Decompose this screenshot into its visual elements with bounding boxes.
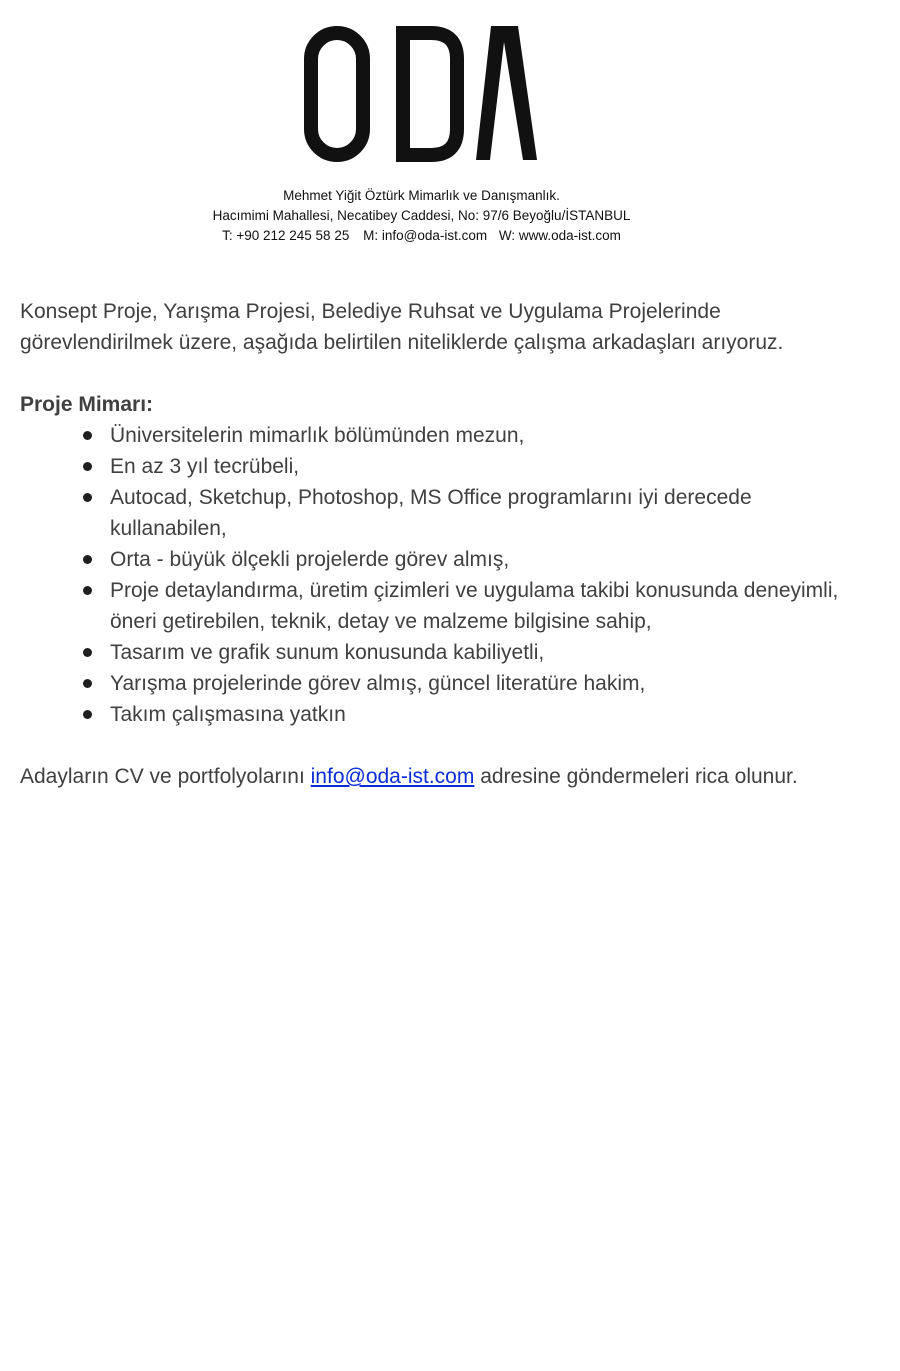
closing-paragraph [20, 761, 850, 792]
company-web: W: www.oda-ist.com [498, 228, 621, 243]
company-header [0, 186, 843, 246]
list-item [110, 420, 850, 451]
requirements-list [20, 420, 850, 730]
requirement-text: Autocad, Sketchup, Photoshop, MS Office programlarını iyi derecede kullanabilen, [110, 486, 752, 540]
requirement-text: Üniversitelerin mimarlık bölümünden mezun, [110, 424, 525, 447]
company-address: Hacımimi Mahallesi, Necatibey Caddesi, No: 97/6 Beyoğlu/İSTANBUL [212, 208, 631, 223]
requirement-text: Tasarım ve grafik sunum konusunda kabiliyetli, [110, 641, 545, 664]
company-name: Mehmet Yiğit Öztürk Mimarlık ve Danışmanlık. [283, 188, 560, 203]
bullet-icon [83, 462, 92, 471]
closing-text-before: Adayların CV ve portfolyolarını [20, 765, 311, 788]
requirement-text: Yarışma projelerinde görev almış, güncel literatüre hakim, [110, 672, 646, 695]
position-title: Proje Mimarı: [20, 393, 154, 416]
bullet-icon [83, 493, 92, 502]
company-mail: M: info@oda-ist.com [363, 228, 488, 243]
list-item [110, 668, 850, 699]
company-contact [0, 226, 843, 246]
list-item [110, 544, 850, 575]
list-item [110, 637, 850, 668]
requirement-text: Orta - büyük ölçekli projelerde görev almış, [110, 548, 510, 571]
job-posting [20, 296, 850, 792]
list-item [110, 451, 850, 482]
intro-paragraph: Konsept Proje, Yarışma Projesi, Belediye Ruhsat ve Uygulama Projelerinde görevlendirilmek üzere, aşağıda belirtilen niteliklerde çalışma arkadaşları arıyoruz. [20, 300, 784, 354]
bullet-icon [83, 679, 92, 688]
list-item [110, 482, 850, 544]
company-phone: T: +90 212 245 58 25 [222, 228, 350, 243]
oda-logo [304, 26, 540, 162]
list-item [110, 699, 850, 730]
requirement-text: En az 3 yıl tecrübeli, [110, 455, 300, 478]
bullet-icon [83, 648, 92, 657]
list-item [110, 575, 850, 637]
requirement-text: Takım çalışmasına yatkın [110, 703, 346, 726]
closing-text-after: adresine göndermeleri rica olunur. [474, 765, 798, 788]
bullet-icon [83, 431, 92, 440]
bullet-icon [83, 555, 92, 564]
bullet-icon [83, 710, 92, 719]
requirement-text: Proje detaylandırma, üretim çizimleri ve uygulama takibi konusunda deneyimli, öneri getirebilen, teknik, detay ve malzeme bilgisine sahip, [110, 579, 839, 633]
bullet-icon [83, 586, 92, 595]
email-link[interactable]: info@oda-ist.com [310, 765, 475, 788]
